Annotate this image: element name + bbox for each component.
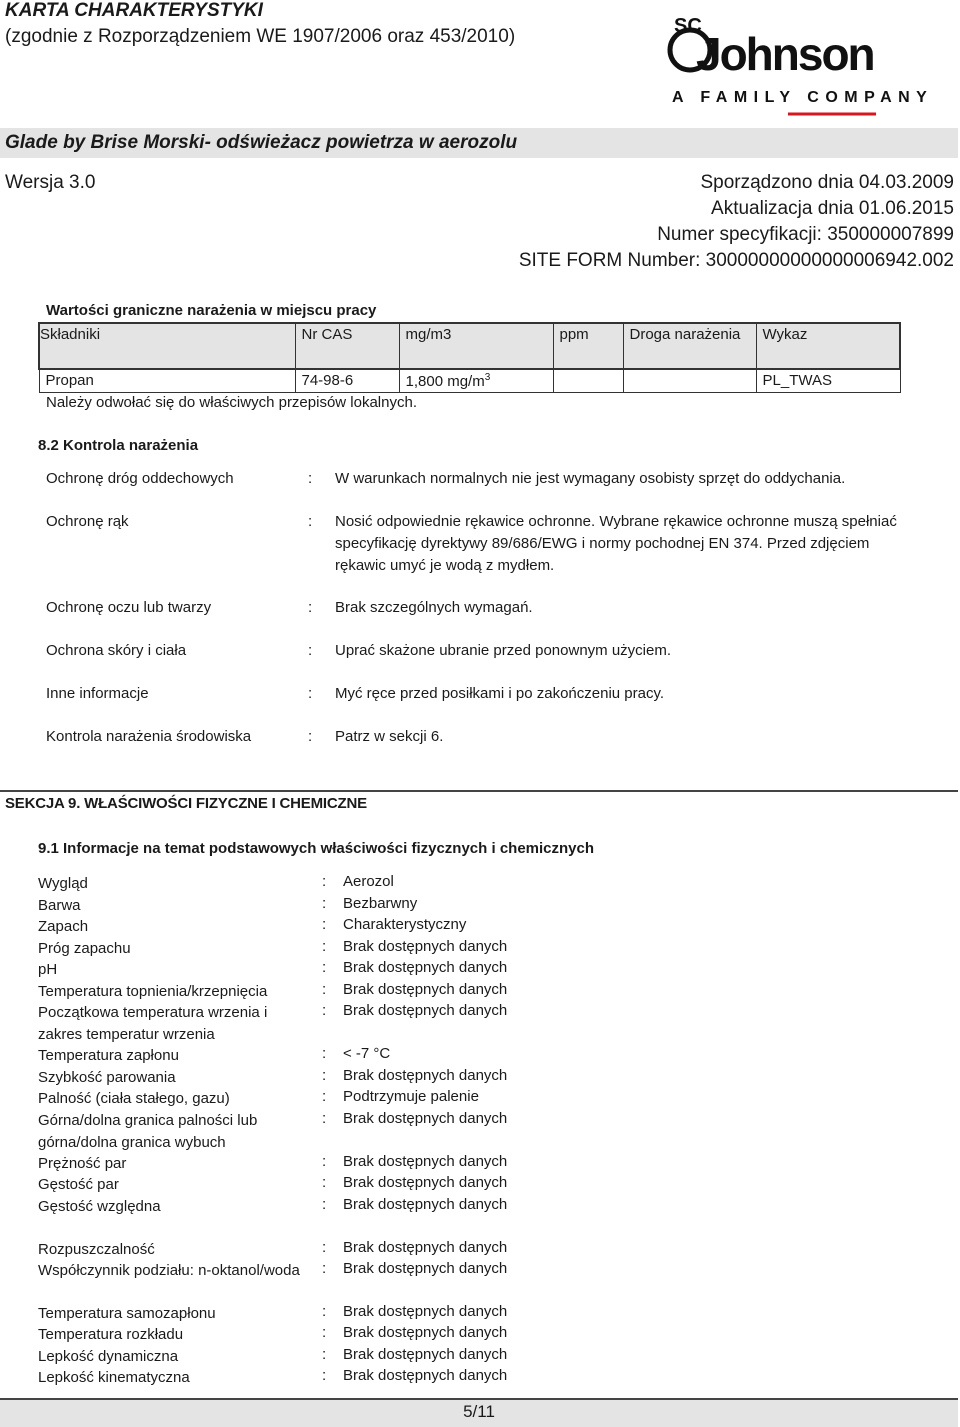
colon: :: [322, 1153, 327, 1170]
property-value: Brak dostępnych danych: [343, 1367, 508, 1384]
exposure-label: Inne informacje: [46, 685, 149, 702]
table-cell: 1,800 $mg/m^3$: [399, 369, 553, 393]
exposure-value: W warunkach normalnych nie jest wymagany osobisty sprzęt do oddychania.: [335, 470, 846, 487]
colon: :: [322, 1002, 327, 1019]
section-8-2-heading: 8.2 Kontrola narażenia: [38, 437, 199, 454]
colon: :: [322, 1174, 327, 1191]
property-value: Brak dostępnych danych: [343, 1324, 508, 1341]
colon: :: [322, 1045, 327, 1062]
property-label: Szybkość parowania: [38, 1069, 176, 1086]
section-divider: [0, 790, 958, 792]
sc-johnson-logo: [668, 10, 934, 118]
site-form-number: SITE FORM Number: 30000000000000006942.002: [518, 250, 954, 271]
colon: :: [322, 1346, 327, 1363]
property-value: Brak dostępnych danych: [343, 1239, 508, 1256]
svg-text:Johnson: Johnson: [696, 28, 874, 80]
property-value: Podtrzymuje palenie: [343, 1088, 479, 1105]
colon: :: [308, 513, 313, 530]
spec-number: Numer specyfikacji: 350000007899: [657, 224, 954, 245]
colon: :: [322, 1196, 327, 1213]
colon: :: [308, 470, 313, 487]
column-header: Droga narażenia: [623, 323, 756, 369]
property-label: Barwa: [38, 897, 81, 914]
property-label: Palność (ciała stałego, gazu): [38, 1090, 230, 1107]
colon: :: [322, 981, 327, 998]
property-value: Bezbarwny: [343, 895, 418, 912]
property-value: < -7 °C: [343, 1045, 391, 1062]
column-header: mg/m3: [399, 323, 553, 369]
document-title: KARTA CHARAKTERYSTYKI: [5, 0, 263, 21]
document-subtitle: (zgodnie z Rozporządzeniem WE 1907/2006 oraz 453/2010): [5, 26, 516, 47]
property-label: Temperatura rozkładu: [38, 1326, 184, 1343]
property-label: Gęstość względna: [38, 1198, 161, 1215]
property-label: Współczynnik podziału: n-oktanol/woda: [38, 1262, 300, 1279]
property-value: Aerozol: [343, 873, 394, 890]
property-value: Brak dostępnych danych: [343, 938, 508, 955]
colon: :: [322, 1324, 327, 1341]
property-label: Rozpuszczalność: [38, 1241, 155, 1258]
exposure-value: Patrz w sekcji 6.: [335, 728, 444, 745]
colon: :: [322, 1088, 327, 1105]
exposure-value: Myć ręce przed posiłkami i po zakończeniu pracy.: [335, 685, 665, 702]
property-value: Charakterystyczny: [343, 916, 467, 933]
exposure-value: Uprać skażone ubranie przed ponownym użyciem.: [335, 642, 671, 659]
exposure-value: Brak szczególnych wymagań.: [335, 599, 533, 616]
table-header-row: [39, 323, 900, 369]
property-value: Brak dostępnych danych: [343, 1174, 508, 1191]
colon: :: [322, 959, 327, 976]
exposure-label: Ochronę rąk: [46, 513, 129, 530]
property-label: Wygląd: [38, 875, 88, 892]
section-9-heading: SEKCJA 9. WŁAŚCIWOŚCI FIZYCZNE I CHEMICZNE: [5, 795, 367, 812]
product-name: Glade by Brise Morski- odświeżacz powietrza w aerozolu: [5, 132, 518, 153]
exposure-label: Ochronę oczu lub twarzy: [46, 599, 212, 616]
table-cell: [553, 369, 623, 393]
column-header: Wykaz: [756, 323, 900, 369]
exposure-value: Nosić odpowiednie rękawice ochronne. Wybrane rękawice ochronne muszą spełniać specyfikację dyrektywy 89/686/EWG i normy pochodnej EN 374. Przed zdjęciem rękawic umyć je wodą z mydłem.: [335, 513, 897, 574]
colon: :: [322, 895, 327, 912]
colon: :: [322, 1303, 327, 1320]
colon: :: [322, 938, 327, 955]
exposure-label: Kontrola narażenia środowiska: [46, 728, 252, 745]
column-header: Składniki: [39, 323, 295, 369]
column-header: ppm: [553, 323, 623, 369]
svg-text:SC: SC: [674, 15, 702, 37]
limits-table: [38, 322, 901, 393]
limits-heading: Wartości graniczne narażenia w miejscu pracy: [46, 302, 377, 319]
property-label: Początkowa temperatura wrzenia i zakres temperatur wrzenia: [38, 1004, 268, 1043]
property-label: pH: [38, 961, 58, 978]
colon: :: [308, 728, 313, 745]
colon: :: [322, 1239, 327, 1256]
table-cell: 74-98-6: [295, 369, 399, 393]
property-label: Próg zapachu: [38, 940, 131, 957]
colon: :: [322, 873, 327, 890]
exposure-label: Ochrona skóry i ciała: [46, 642, 187, 659]
property-label: Lepkość dynamiczna: [38, 1348, 179, 1365]
prepared-date: Sporządzono dnia 04.03.2009: [700, 172, 954, 193]
property-label: Prężność par: [38, 1155, 127, 1172]
colon: :: [322, 1110, 327, 1127]
colon: :: [308, 642, 313, 659]
property-value: Brak dostępnych danych: [343, 1002, 508, 1019]
colon: :: [322, 1067, 327, 1084]
property-label: Lepkość kinematyczna: [38, 1369, 190, 1386]
exposure-label: Ochronę dróg oddechowych: [46, 470, 234, 487]
property-value: Brak dostępnych danych: [343, 1303, 508, 1320]
property-label: Gęstość par: [38, 1176, 119, 1193]
colon: :: [308, 685, 313, 702]
svg-text:A FAMILY COMPANY: A FAMILY COMPANY: [672, 89, 934, 106]
property-label: Temperatura samozapłonu: [38, 1305, 216, 1322]
colon: :: [308, 599, 313, 616]
table-cell: [623, 369, 756, 393]
property-value: Brak dostępnych danych: [343, 1153, 508, 1170]
property-value: Brak dostępnych danych: [343, 1067, 508, 1084]
property-value: Brak dostępnych danych: [343, 1110, 508, 1127]
colon: :: [322, 916, 327, 933]
property-value: Brak dostępnych danych: [343, 1196, 508, 1213]
table-row: [39, 369, 900, 393]
property-value: Brak dostępnych danych: [343, 1346, 508, 1363]
colon: :: [322, 1260, 327, 1277]
property-value: Brak dostępnych danych: [343, 959, 508, 976]
section-9-1-heading: 9.1 Informacje na temat podstawowych właściwości fizycznych i chemicznych: [38, 840, 595, 857]
property-label: Temperatura topnienia/krzepnięcia: [38, 983, 268, 1000]
property-label: Zapach: [38, 918, 89, 935]
column-header: Nr CAS: [295, 323, 399, 369]
property-value: Brak dostępnych danych: [343, 981, 508, 998]
table-cell: Propan: [39, 369, 295, 393]
updated-date: Aktualizacja dnia 01.06.2015: [711, 198, 954, 219]
property-value: Brak dostępnych danych: [343, 1260, 508, 1277]
table-cell: PL_TWAS: [756, 369, 900, 393]
limits-note: Należy odwołać się do właściwych przepisów lokalnych.: [46, 394, 417, 411]
property-label: Temperatura zapłonu: [38, 1047, 179, 1064]
page-number: 5/11: [463, 1402, 495, 1421]
property-label: Górna/dolna granica palności lub górna/dolna granica wybuch: [38, 1112, 258, 1151]
version: Wersja 3.0: [5, 172, 96, 193]
colon: :: [322, 1367, 327, 1384]
